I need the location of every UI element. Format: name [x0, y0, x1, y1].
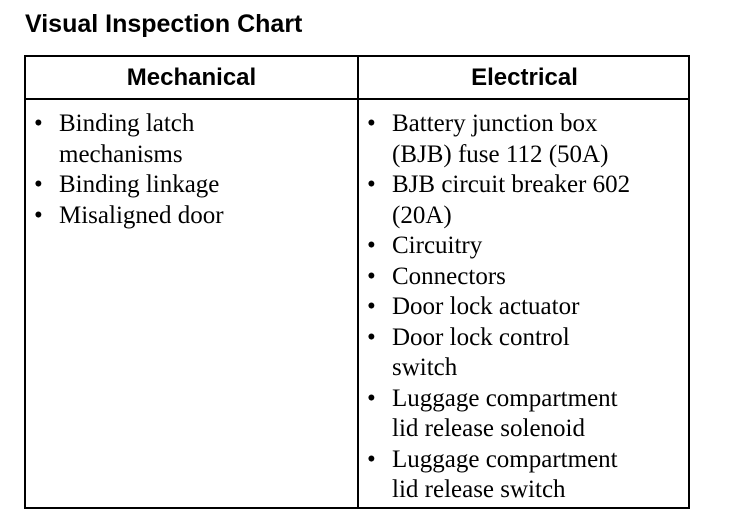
- list-item-text: Luggage compartment: [392, 384, 618, 412]
- list-item-text: Circuitry: [392, 232, 483, 259]
- list-item-text: Door lock actuator: [392, 293, 580, 320]
- list-item: [26, 201, 357, 232]
- list-item-text: Misaligned door: [59, 201, 224, 229]
- electrical-column: [359, 100, 690, 507]
- list-item-text: Door lock control: [392, 323, 570, 351]
- list-item-text: (BJB) fuse 112 (50A): [392, 140, 609, 168]
- list-item-text: Binding linkage: [59, 171, 220, 198]
- bullet-mark: •: [367, 110, 376, 137]
- page-title: Visual Inspection Chart: [25, 10, 303, 38]
- bullet-mark: •: [367, 171, 376, 198]
- mechanical-item-list: [26, 100, 357, 231]
- bullet-mark: •: [367, 323, 376, 351]
- bullet-mark: •: [367, 293, 376, 320]
- list-item-text: (20A): [392, 201, 452, 229]
- list-item: [359, 292, 690, 323]
- bullet-mark: •: [367, 384, 376, 412]
- bullet-mark: •: [367, 445, 376, 473]
- list-item-text: Battery junction box: [392, 110, 598, 137]
- bullet-mark: •: [34, 201, 43, 229]
- bullet-mark: •: [34, 171, 43, 198]
- list-item: [359, 323, 690, 384]
- list-item: [359, 231, 690, 262]
- list-item-text: Luggage compartment: [392, 445, 618, 473]
- list-item-text: mechanisms: [59, 140, 183, 168]
- list-item: [359, 384, 690, 445]
- list-item: [359, 109, 690, 170]
- bullet-mark: •: [367, 262, 376, 290]
- list-item-text: lid release switch: [392, 476, 566, 503]
- list-item: [359, 445, 690, 506]
- bullet-mark: •: [34, 110, 43, 137]
- list-item-text: switch: [392, 354, 458, 381]
- list-item-text: BJB circuit breaker 602: [392, 171, 631, 198]
- list-item: [359, 170, 690, 231]
- list-item: [359, 262, 690, 293]
- list-item-text: lid release solenoid: [392, 415, 585, 442]
- list-item-text: Connectors: [392, 262, 506, 290]
- list-item: [26, 109, 357, 170]
- electrical-item-list: [359, 100, 690, 506]
- mechanical-column: [26, 100, 359, 507]
- column-header-mechanical: Mechanical: [26, 57, 359, 100]
- list-item: [26, 170, 357, 201]
- inspection-table: [24, 55, 690, 509]
- column-header-electrical: Electrical: [359, 57, 690, 100]
- bullet-mark: •: [367, 232, 376, 259]
- list-item-text: Binding latch: [59, 110, 195, 137]
